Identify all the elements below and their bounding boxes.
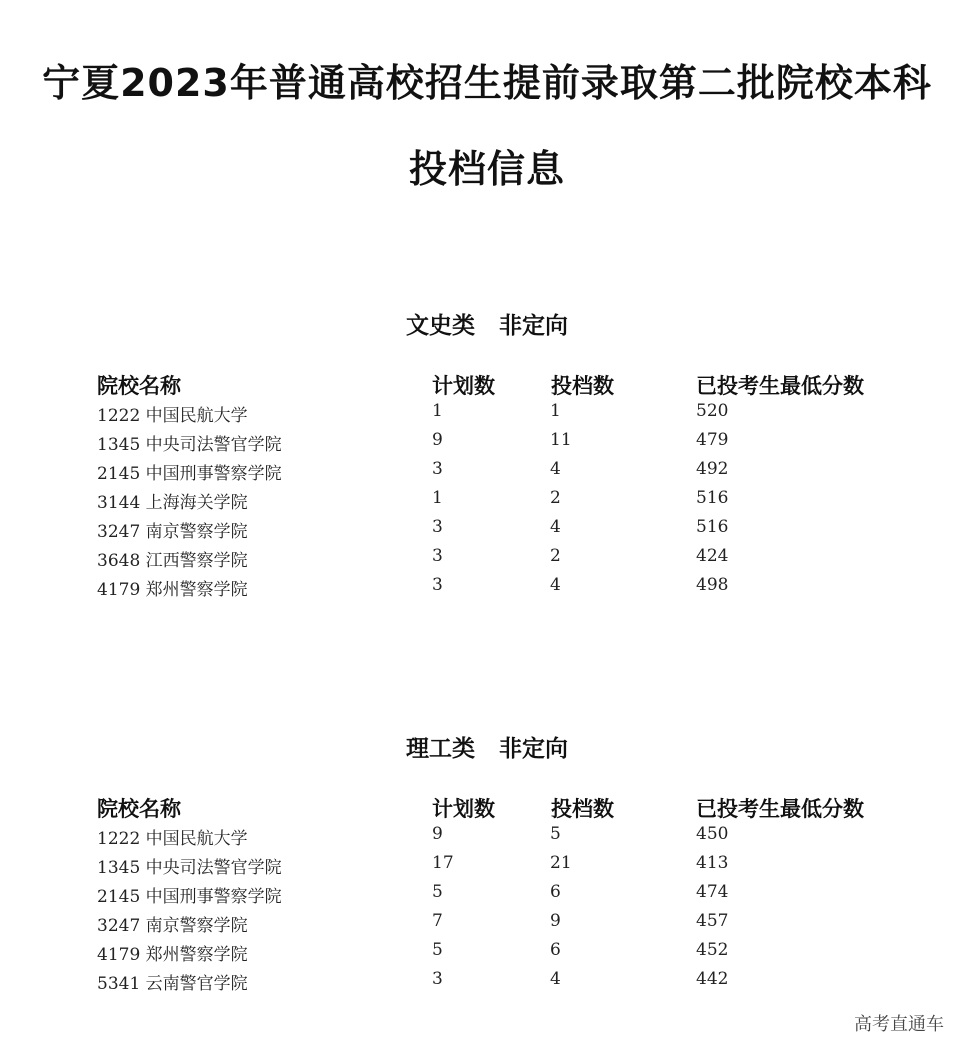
table-row [0,572,974,601]
table-row [0,398,974,427]
table-row [0,514,974,543]
min-score-cell: 452 [696,940,729,960]
plan-count-cell: 1 [432,488,443,508]
table-row [0,908,974,937]
min-score-cell: 492 [696,459,729,479]
submitted-count-cell: 21 [550,853,572,873]
table-row [0,427,974,456]
section-title-science: 理工类 非定向 [405,735,569,762]
table-row [0,543,974,572]
school-name-cell: 1222 中国民航大学 [97,829,248,849]
submitted-count-cell: 1 [550,401,561,421]
submitted-count-cell: 4 [550,517,561,537]
min-score-cell: 516 [696,488,729,508]
section-title-arts: 文史类 非定向 [405,312,569,339]
plan-count-cell: 9 [432,430,443,450]
column-header-submitted-count: 投档数 [551,374,614,398]
school-name-cell: 1345 中央司法警官学院 [97,858,282,878]
table-row [0,966,974,995]
column-header-plan-count: 计划数 [432,797,495,821]
school-name-cell: 3247 南京警察学院 [97,916,248,936]
min-score-cell: 442 [696,969,729,989]
column-header-plan-count: 计划数 [432,374,495,398]
admission-table-science [0,791,974,995]
school-name-cell: 2145 中国刑事警察学院 [97,887,282,907]
document-title-line-1: 宁夏2023年普通高校招生提前录取第二批院校本科 [42,61,932,105]
table-row [0,850,974,879]
min-score-cell: 498 [696,575,729,595]
table-header-row [0,368,974,398]
table-row [0,879,974,908]
plan-count-cell: 5 [432,940,443,960]
school-name-cell: 5341 云南警官学院 [97,974,248,994]
submitted-count-cell: 2 [550,488,561,508]
min-score-cell: 520 [696,401,729,421]
submitted-count-cell: 4 [550,575,561,595]
column-header-min-score: 已投考生最低分数 [696,374,864,398]
admission-table-arts [0,368,974,601]
school-name-cell: 3247 南京警察学院 [97,522,248,542]
plan-count-cell: 3 [432,459,443,479]
column-header-min-score: 已投考生最低分数 [696,797,864,821]
min-score-cell: 516 [696,517,729,537]
min-score-cell: 413 [696,853,729,873]
submitted-count-cell: 5 [550,824,561,844]
column-header-school-name: 院校名称 [97,797,181,821]
school-name-cell: 4179 郑州警察学院 [97,945,248,965]
plan-count-cell: 3 [432,546,443,566]
column-header-submitted-count: 投档数 [551,797,614,821]
plan-count-cell: 7 [432,911,443,931]
min-score-cell: 457 [696,911,729,931]
table-row [0,485,974,514]
table-header-row [0,791,974,821]
submitted-count-cell: 4 [550,459,561,479]
submitted-count-cell: 6 [550,882,561,902]
table-row [0,821,974,850]
document-title-line-2: 投档信息 [408,147,565,191]
plan-count-cell: 3 [432,517,443,537]
school-name-cell: 1345 中央司法警官学院 [97,435,282,455]
school-name-cell: 1222 中国民航大学 [97,406,248,426]
school-name-cell: 3144 上海海关学院 [97,493,248,513]
plan-count-cell: 3 [432,575,443,595]
submitted-count-cell: 4 [550,969,561,989]
min-score-cell: 424 [696,546,729,566]
school-name-cell: 3648 江西警察学院 [97,551,248,571]
plan-count-cell: 1 [432,401,443,421]
submitted-count-cell: 2 [550,546,561,566]
submitted-count-cell: 11 [550,430,572,450]
plan-count-cell: 17 [432,853,454,873]
min-score-cell: 479 [696,430,729,450]
table-row [0,456,974,485]
school-name-cell: 2145 中国刑事警察学院 [97,464,282,484]
plan-count-cell: 3 [432,969,443,989]
source-watermark: 高考直通车 [854,1014,944,1035]
submitted-count-cell: 6 [550,940,561,960]
column-header-school-name: 院校名称 [97,374,181,398]
min-score-cell: 474 [696,882,729,902]
min-score-cell: 450 [696,824,729,844]
school-name-cell: 4179 郑州警察学院 [97,580,248,600]
plan-count-cell: 5 [432,882,443,902]
submitted-count-cell: 9 [550,911,561,931]
plan-count-cell: 9 [432,824,443,844]
table-row [0,937,974,966]
